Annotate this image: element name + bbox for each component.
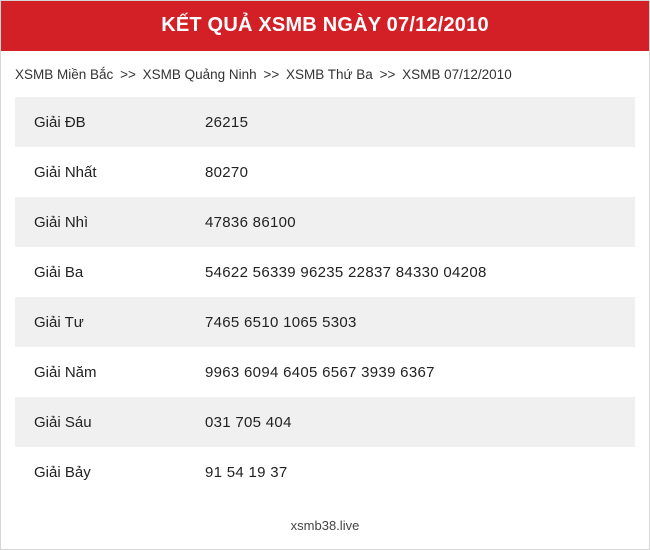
- breadcrumb-separator-2: >>: [379, 67, 396, 82]
- prize-numbers: 54622 56339 96235 22837 84330 04208: [205, 263, 487, 281]
- prize-label: Giải Ba: [34, 263, 84, 281]
- table-row: [15, 97, 635, 147]
- table-row: [15, 247, 635, 297]
- breadcrumb-item-3[interactable]: XSMB 07/12/2010: [402, 67, 512, 82]
- breadcrumb-item-2[interactable]: XSMB Thứ Ba: [285, 67, 373, 82]
- prize-numbers: 47836 86100: [205, 213, 296, 231]
- prize-numbers: 9963 6094 6405 6567 3939 6367: [205, 363, 435, 381]
- breadcrumb: [1, 51, 649, 96]
- table-row: [15, 397, 635, 447]
- breadcrumb-separator-1: >>: [263, 67, 280, 82]
- site-footer: xsmb38.live: [290, 518, 360, 533]
- table-row: [15, 347, 635, 397]
- breadcrumb-item-0[interactable]: XSMB Miền Bắc: [15, 67, 114, 82]
- prize-label: Giải ĐB: [34, 113, 86, 131]
- prize-numbers: 7465 6510 1065 5303: [205, 313, 357, 331]
- prize-label: Giải Sáu: [34, 413, 92, 431]
- prize-label: Giải Năm: [34, 363, 97, 381]
- breadcrumb-separator-0: >>: [120, 67, 136, 82]
- prize-numbers: 031 705 404: [205, 413, 292, 431]
- results-table: [15, 96, 635, 497]
- table-row: [15, 297, 635, 347]
- breadcrumb-item-1[interactable]: XSMB Quảng Ninh: [142, 67, 257, 82]
- prize-numbers: 26215: [205, 113, 249, 131]
- prize-label: Giải Nhất: [34, 163, 97, 181]
- table-row: [15, 147, 635, 197]
- prize-label: Giải Bảy: [34, 463, 91, 481]
- prize-numbers: 91 54 19 37: [205, 463, 288, 481]
- page-title: KẾT QUẢ XSMB NGÀY 07/12/2010: [1, 1, 649, 51]
- table-row: [15, 197, 635, 247]
- prize-numbers: 80270: [205, 163, 249, 181]
- table-row: [15, 447, 635, 497]
- prize-label: Giải Nhì: [34, 213, 89, 231]
- prize-label: Giải Tư: [34, 313, 84, 331]
